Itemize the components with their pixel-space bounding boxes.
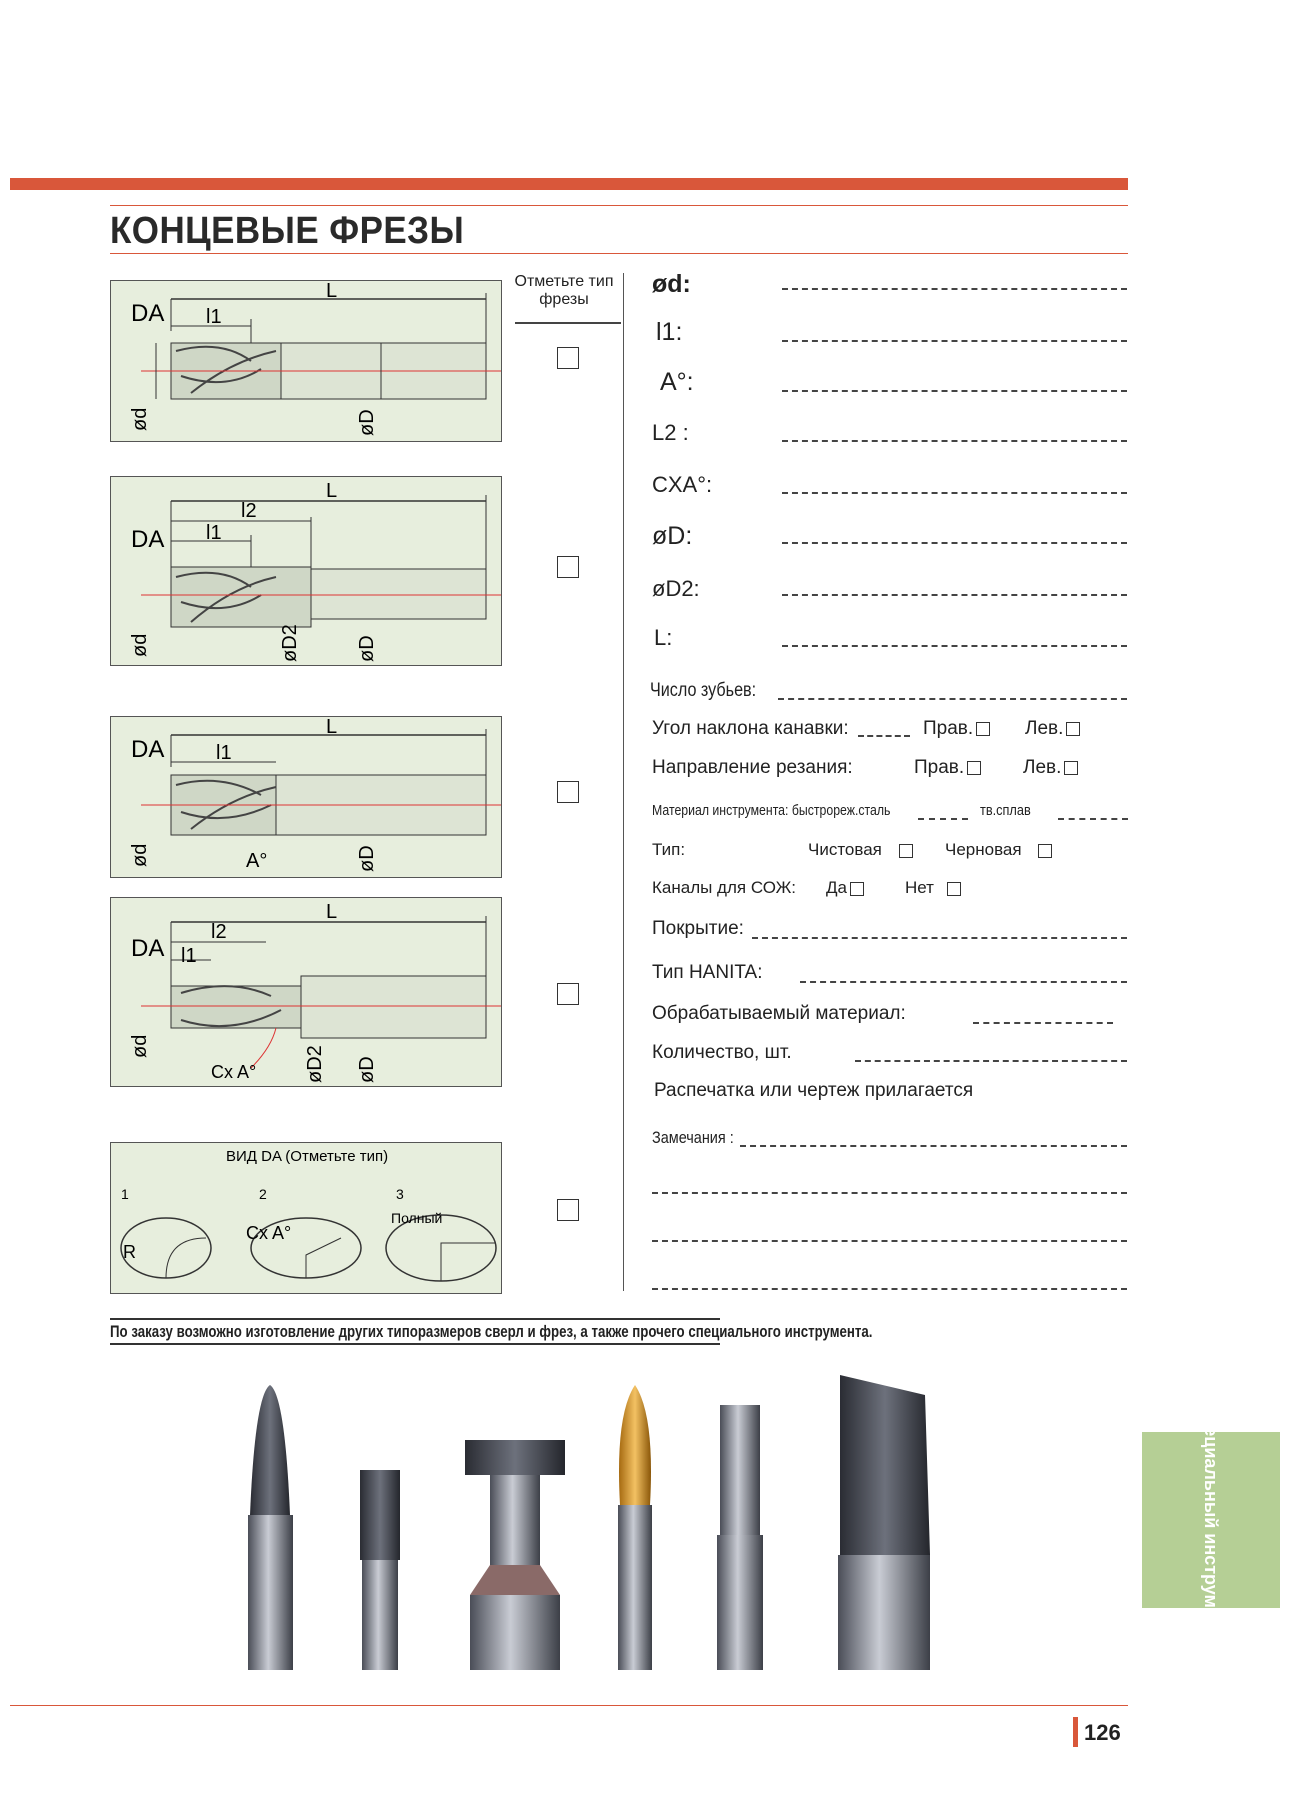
coolant-no-checkbox[interactable] xyxy=(947,882,961,896)
field-l2[interactable] xyxy=(782,440,1127,442)
diagram-end-mill-1 xyxy=(110,280,502,442)
field-D2[interactable] xyxy=(782,594,1127,596)
column-title-rule xyxy=(515,322,621,324)
dim-L: L xyxy=(326,480,338,502)
dim-DA: DA xyxy=(131,526,165,553)
remarks-line-2[interactable] xyxy=(652,1192,1127,1194)
page-number-bar xyxy=(1073,1717,1078,1747)
dim-DA: DA xyxy=(131,300,165,327)
coolant-yes: Да xyxy=(826,878,864,898)
tool-end-mill xyxy=(717,1405,763,1670)
param-l2: L2 : xyxy=(652,420,689,445)
page-number: 126 xyxy=(1084,1720,1121,1745)
tool-countersink xyxy=(618,1385,652,1670)
param-L: L: xyxy=(654,625,673,650)
dim-D: øD xyxy=(356,845,378,872)
attached-label: Распечатка или чертеж прилагается xyxy=(654,1080,974,1101)
view-da-1: 1 xyxy=(121,1186,129,1202)
view-da-3: 3 xyxy=(396,1186,404,1202)
dim-D2: øD2 xyxy=(304,1045,326,1083)
cut-dir-left: Лев. xyxy=(1023,757,1078,779)
helix-left-checkbox[interactable] xyxy=(1066,722,1080,736)
cut-dir-right-checkbox[interactable] xyxy=(967,761,981,775)
dim-D: øD xyxy=(356,635,378,662)
qty-field[interactable] xyxy=(855,1060,1127,1062)
qty-label: Количество, шт. xyxy=(652,1042,792,1063)
tool-photos xyxy=(220,1375,1040,1675)
dim-l1: l1 xyxy=(181,945,197,967)
diagram-end-mill-4 xyxy=(110,897,502,1087)
type-checkbox-1[interactable] xyxy=(557,347,579,369)
field-a[interactable] xyxy=(782,390,1127,392)
diagram-end-mill-2 xyxy=(110,476,502,666)
field-l1[interactable] xyxy=(782,340,1127,342)
param-D: øD: xyxy=(652,522,693,550)
teeth-label: Число зубьев: xyxy=(650,680,757,701)
tool-roughing-mill-large xyxy=(838,1375,930,1670)
column-separator xyxy=(623,273,624,1291)
carbide-label: тв.сплав xyxy=(980,802,1031,819)
carbide-field[interactable] xyxy=(1058,818,1128,820)
dim-D2: øD2 xyxy=(279,624,301,662)
coating-label: Покрытие: xyxy=(652,918,744,939)
coolant-no: Нет xyxy=(905,878,961,898)
cut-dir-right: Прав. xyxy=(914,757,981,779)
dim-d: ød xyxy=(129,1034,151,1058)
view-da-panel xyxy=(110,1142,502,1294)
type-checkbox-2[interactable] xyxy=(557,556,579,578)
title-rule xyxy=(110,253,1128,254)
type-checkbox-4[interactable] xyxy=(557,983,579,1005)
section-side-tab[interactable]: Специальный инструмент xyxy=(1142,1432,1280,1608)
note-bottom-rule xyxy=(110,1343,720,1345)
custom-order-note: По заказу возможно изготовление других типоразмеров сверл и фрез, а также прочего специального инструмента. xyxy=(110,1322,873,1341)
dim-L: L xyxy=(326,717,338,738)
coating-field[interactable] xyxy=(752,937,1127,939)
dim-l1: l1 xyxy=(216,742,232,764)
type-label: Тип: xyxy=(652,840,686,859)
dim-A: A° xyxy=(246,850,268,872)
remarks-line-4[interactable] xyxy=(652,1288,1127,1290)
view-da-r: R xyxy=(123,1242,136,1262)
rough-checkbox[interactable] xyxy=(1038,844,1052,858)
cut-dir-left-checkbox[interactable] xyxy=(1064,761,1078,775)
dim-cxa: Cx A° xyxy=(211,1062,257,1082)
page-title: КОНЦЕВЫЕ ФРЕЗЫ xyxy=(110,210,465,252)
field-cxa[interactable] xyxy=(782,492,1127,494)
dim-D: øD xyxy=(356,1056,378,1083)
tool-material-label: Материал инструмента: быстрореж.сталь xyxy=(652,802,891,819)
param-d: ød: xyxy=(652,270,691,298)
dim-DA: DA xyxy=(131,935,165,962)
field-D[interactable] xyxy=(782,542,1127,544)
param-D2: øD2: xyxy=(652,576,700,601)
cut-dir-label: Направление резания: xyxy=(652,757,853,778)
dim-L: L xyxy=(326,281,338,302)
remarks-label: Замечания : xyxy=(652,1128,734,1147)
note-top-rule xyxy=(110,1318,720,1320)
dim-d: ød xyxy=(129,843,151,867)
field-d[interactable] xyxy=(782,288,1127,290)
view-da-title: ВИД DA (Отметьте тип) xyxy=(226,1148,389,1165)
remarks-line-3[interactable] xyxy=(652,1240,1127,1242)
dim-l2: l2 xyxy=(241,500,257,522)
finish-option: Чистовая xyxy=(808,840,913,860)
view-da-full: Полный xyxy=(391,1210,443,1226)
dim-l2: l2 xyxy=(211,921,227,943)
workpiece-field[interactable] xyxy=(973,1022,1113,1024)
dim-L: L xyxy=(326,901,338,923)
dim-d: ød xyxy=(129,633,151,657)
top-accent-bar xyxy=(10,178,1128,190)
footer-rule xyxy=(10,1705,1128,1706)
param-a: A°: xyxy=(660,368,694,396)
dim-DA: DA xyxy=(131,736,165,763)
tool-t-slot-cutter xyxy=(465,1440,565,1670)
param-cxa: CXA°: xyxy=(652,472,713,497)
coolant-yes-checkbox[interactable] xyxy=(850,882,864,896)
helix-field[interactable] xyxy=(858,735,910,737)
dim-l1: l1 xyxy=(206,522,222,544)
helix-right-checkbox[interactable] xyxy=(976,722,990,736)
tool-roughing-mill-small xyxy=(360,1470,400,1670)
helix-right: Прав. xyxy=(923,718,990,740)
hanita-label: Тип HANITA: xyxy=(652,962,763,983)
view-da-cxa: Cx A° xyxy=(246,1223,292,1243)
workpiece-label: Обрабатываемый материал: xyxy=(652,1003,906,1024)
column-title: Отметьте тип фрезы xyxy=(514,273,614,308)
param-l1: l1: xyxy=(656,318,683,346)
view-da-2: 2 xyxy=(259,1186,267,1202)
remarks-line-1[interactable] xyxy=(740,1145,1127,1147)
hss-field[interactable] xyxy=(918,818,968,820)
dim-l1: l1 xyxy=(206,306,222,328)
type-checkbox-3[interactable] xyxy=(557,781,579,803)
header-rule xyxy=(110,205,1128,206)
hanita-field[interactable] xyxy=(800,981,1127,983)
tool-ball-end-mill xyxy=(248,1385,293,1670)
rough-option: Черновая xyxy=(945,840,1052,860)
field-L[interactable] xyxy=(782,645,1127,647)
diagram-end-mill-3 xyxy=(110,716,502,878)
helix-left: Лев. xyxy=(1025,718,1080,740)
helix-label: Угол наклона канавки: xyxy=(652,718,849,739)
teeth-field[interactable] xyxy=(778,698,1127,700)
dim-d: ød xyxy=(129,407,151,431)
coolant-label: Каналы для СОЖ: xyxy=(652,878,797,897)
finish-checkbox[interactable] xyxy=(899,844,913,858)
type-checkbox-5[interactable] xyxy=(557,1199,579,1221)
dim-D: øD xyxy=(356,409,378,436)
